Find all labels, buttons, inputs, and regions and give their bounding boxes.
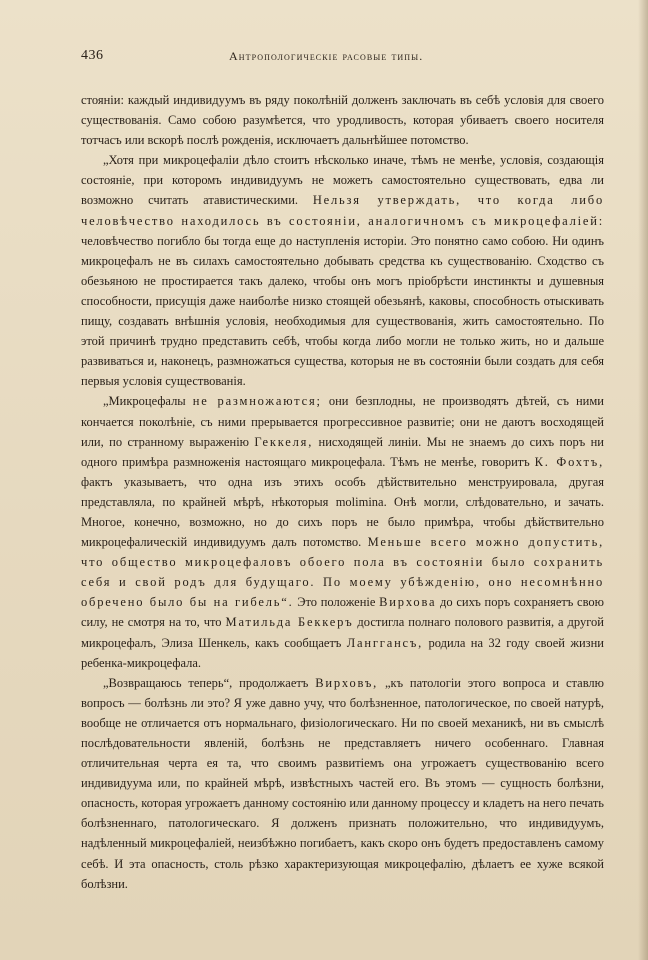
text-run: они безплодны, не производятъ дѣтей, съ ними кончается поколѣніе, съ ними прерывается прогрессивное развитіе; они не даютъ восходящей или, по странному выраженію bbox=[81, 394, 604, 449]
paragraph bbox=[81, 391, 604, 672]
page-number: 436 bbox=[81, 48, 104, 63]
spaced-emphasis-text: не размножаются; bbox=[192, 394, 322, 409]
spaced-emphasis-text: Нельзя утверждать, что когда либо человѣчество находилось въ состояніи, аналогичномъ съ микроцефаліей: bbox=[81, 193, 604, 228]
text-run: достигла полнаго полового развитія, а другой микроцефалъ, Элиза Шенкель, какъ сообщаетъ bbox=[81, 615, 604, 650]
spaced-emphasis-text: Ланггансъ, bbox=[346, 635, 424, 650]
spaced-emphasis-text: Матильда Беккеръ bbox=[225, 615, 354, 630]
spaced-emphasis-text: Геккеля, bbox=[254, 434, 314, 449]
paragraph bbox=[81, 90, 604, 150]
page-header bbox=[81, 48, 601, 68]
text-run: человѣчество погибло бы тогда еще до наступленія исторіи. Это понятно само собою. Ни одинъ микроцефалъ не въ силахъ самостоятельно добывать средства къ существованію. Сходство съ обезьяною не простирается такъ далеко, чтобы онъ могъ пріобрѣсти инстинкты и душевныя способности, присущія даже наиболѣе низко стоящей обезьянѣ, каковы, способность отыскивать пищу, создавать внѣшнія условія, необходимыя для существованія, жить самостоятельно. По этой причинѣ трудно представить себѣ, чтобы когда либо могли не только жить, но и дальше развиваться и, наконецъ, размножаться существа, которыя не въ состояніи были создать для себя первыя условія существованія. bbox=[81, 233, 604, 389]
running-title: Антропологическіе расовые типы. bbox=[229, 49, 424, 63]
spaced-emphasis-text: Вирховъ, bbox=[315, 675, 379, 690]
spaced-emphasis-text: Вирхова bbox=[379, 595, 437, 610]
text-run: „Микроцефалы bbox=[103, 394, 193, 409]
text-run: фактъ указываетъ, что одна изъ этихъ особъ дѣйствительно менструировала, другая представляла, по крайней мѣрѣ, нѣкоторыя molimina. Онѣ могли, слѣдовательно, и зачать. Многое, конечно, возможно, но до сихъ поръ не было примѣра, чтобы дѣйствительно микроцефалическій индивидуумъ далъ потомство. bbox=[81, 474, 604, 550]
spaced-emphasis-text: К. Фохтъ, bbox=[534, 454, 604, 469]
text-run: „къ патологіи этого вопроса и ставлю вопросъ — болѣзнь ли это? Я уже давно учу, что болѣзненное, патологическое, по своей натурѣ, вообще не отличается отъ нормальнаго, физіологическаго. Ни по своей механикѣ, ни въ смыслѣ послѣдовательности явленій, болѣзнь не представляетъ ничего особеннаго. Главная отличительная черта ея та, что своимъ развитіемъ она угрожаетъ существованію всего индивидуума или, по крайней мѣрѣ, извѣстныхъ частей его. Въ этомъ — сущность болѣзни, опасность, которая угрожаетъ данному состоянію или данному процессу и кладетъ на него печать болѣзненнаго, патологическаго. Я долженъ признать положительно, что индивидуумъ, надѣленный микроцефаліей, неизбѣжно погибаетъ, какъ скоро онъ будетъ предоставленъ самому себѣ. И эта опасность, столь рѣзко характеризующая микроцефалію, дѣлаетъ ее хуже всякой болѣзни. bbox=[81, 675, 605, 891]
paragraph bbox=[81, 150, 604, 391]
body-text bbox=[81, 90, 604, 894]
text-run: Это положеніе bbox=[293, 595, 380, 610]
text-run: родила на 32 году своей жизни ребенка-микроцефала. bbox=[81, 635, 604, 670]
text-run: „Возвращаюсь теперь“, продолжаетъ bbox=[103, 675, 316, 690]
page-gutter-shadow bbox=[638, 0, 648, 960]
text-run: стояніи: каждый индивидуумъ въ ряду поколѣній долженъ заключать въ себѣ условія для своего существованія. Само собою разумѣется, что уродливость, которая убиваетъ своего носителя тотчасъ или вскорѣ послѣ рожденія, исключаетъ дальнѣйшее потомство. bbox=[81, 93, 604, 148]
text-run: до сихъ поръ сохраняетъ свою силу, не смотря на то, что bbox=[81, 595, 605, 630]
spaced-emphasis-text: Меньше всего можно допустить, что общество микроцефаловъ обоего пола въ состояніи было сохранить себя и свой родъ для будущаго. По моему убѣжденію, оно несомнѣнно обречено было бы на гибель“. bbox=[81, 535, 604, 610]
paragraph bbox=[81, 673, 604, 894]
text-run: нисходящей линіи. Мы не знаемъ до сихъ поръ ни одного примѣра размноженія настоящаго микроцефала. Тѣмъ не менѣе, говоритъ bbox=[81, 434, 604, 469]
text-run: „Хотя при микроцефаліи дѣло стоитъ нѣсколько иначе, тѣмъ не менѣе, условія, создающія состояніе, при которомъ индивидуумъ не можетъ самостоятельно существовать, едва ли возможно считать атавистическими. bbox=[81, 153, 604, 208]
